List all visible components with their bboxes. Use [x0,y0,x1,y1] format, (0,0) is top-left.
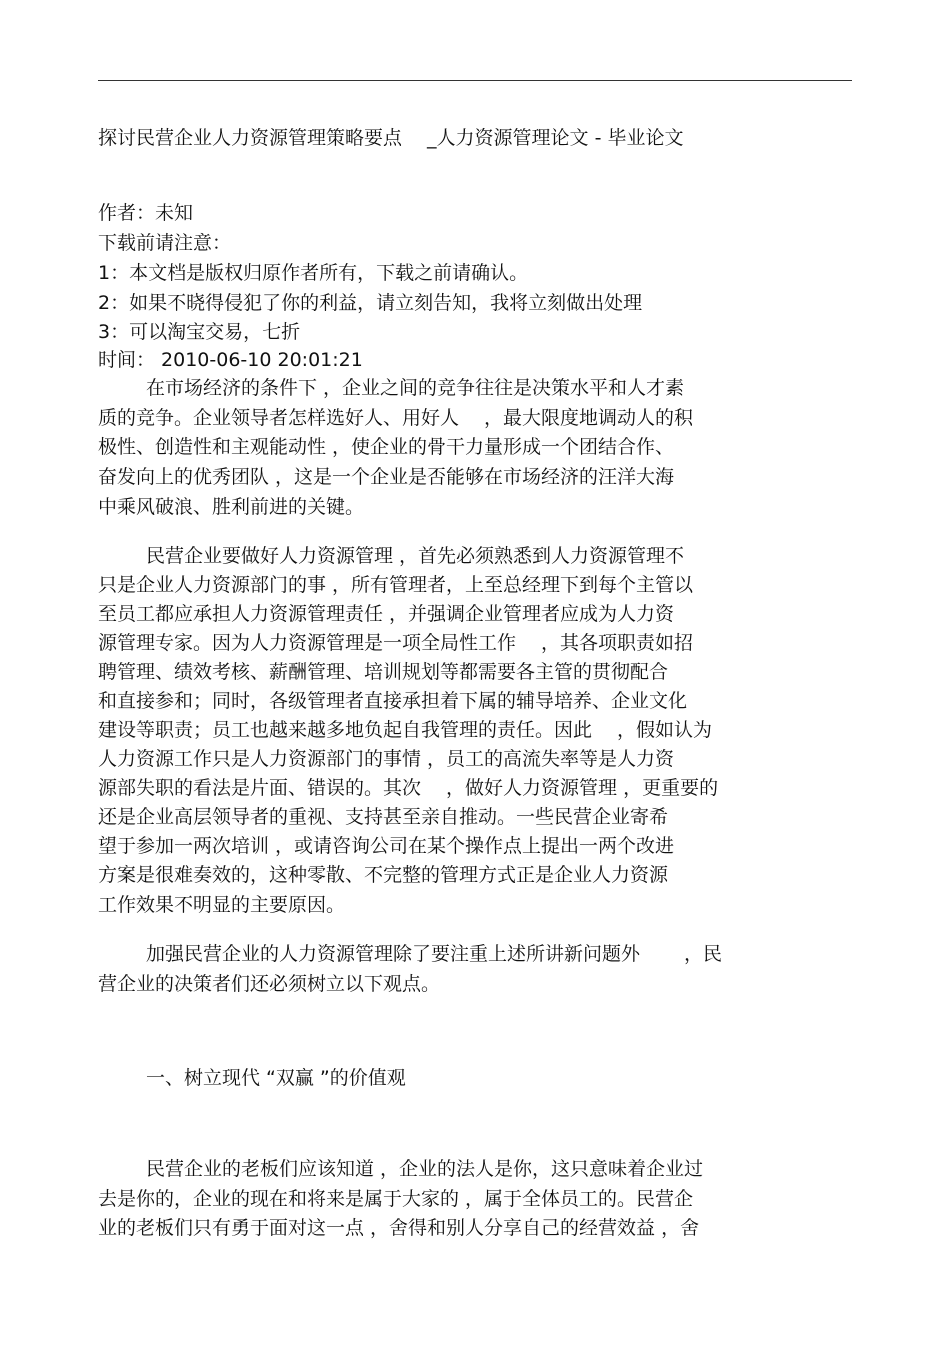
paragraph-line: 聘管理、绩效考核、薪酬管理、培训规划等都需要各主管的贯彻配合 [98,661,669,683]
paragraph-line: 至员工都应承担人力资源管理责任 ，并强调企业管理者应成为人力资 [98,603,675,625]
paragraph-line: 奋发向上的优秀团队 ，这是一个企业是否能够在市场经济的汪洋大海 [98,466,675,488]
paragraph-line: 源部失职的看法是片面、错误的。其次 ，做好人力资源管理 ，更重要的 [98,777,719,799]
paragraph-line: 工作效果不明显的主要原因。 [98,894,346,916]
meta-author: 作者：未知 [98,202,194,224]
paragraph-line: 望于参加一两次培训 ，或请咨询公司在某个操作点上提出一两个改进 [98,835,675,857]
paragraph-line: 只是企业人力资源部门的事 ，所有管理者，上至总经理下到每个主管以 [98,574,694,596]
meta-notice-3: 3：可以淘宝交易，七折 [98,321,301,343]
paragraph-line: 营企业的决策者们还必须树立以下观点。 [98,973,441,995]
paragraph-line: 中乘风破浪、胜利前进的关键。 [98,496,365,518]
paragraph-line: 建设等职责；员工也越来越多地负起自我管理的责任。因此 ，假如认为 [98,719,713,741]
meta-notice-heading: 下载前请注意： [98,232,232,254]
section-heading: 一、树立现代 “双赢 ”的价值观 [146,1067,406,1089]
paragraph-line: 去是你的，企业的现在和将来是属于大家的 ，属于全体员工的。民营企 [98,1188,694,1210]
meta-time: 时间： 2010-06-10 20:01:21 [98,349,363,371]
meta-notice-2: 2：如果不晓得侵犯了你的利益，请立刻告知，我将立刻做出处理 [98,292,643,314]
paragraph-line: 方案是很难奏效的，这种零散、不完整的管理方式正是企业人力资源 [98,864,669,886]
paragraph-line: 还是企业高层领导者的重视、支持甚至亲自推动。一些民营企业寄希 [98,806,669,828]
paragraph-line: 民营企业要做好人力资源管理 ，首先必须熟悉到人力资源管理不 [146,545,685,567]
paragraph-line: 质的竞争。企业领导者怎样选好人、用好人 ，最大限度地调动人的积 [98,407,694,429]
meta-notice-1: 1：本文档是版权归原作者所有，下载之前请确认。 [98,262,529,284]
paragraph-line: 加强民营企业的人力资源管理除了要注重上述所讲新问题外 ，民 [146,943,723,965]
paragraph-line: 源管理专家。因为人力资源管理是一项全局性工作 ，其各项职责如招 [98,632,694,654]
paragraph-line: 极性、创造性和主观能动性 ，使企业的骨干力量形成一个团结合作、 [98,436,675,458]
document-title: 探讨民营企业人力资源管理策略要点 _人力资源管理论文 - 毕业论文 [98,127,684,149]
paragraph-line: 业的老板们只有勇于面对这一点 ，舍得和别人分享自己的经营效益 ，舍 [98,1217,700,1239]
paragraph-line: 人力资源工作只是人力资源部门的事情 ，员工的高流失率等是人力资 [98,748,675,770]
header-rule [98,80,852,81]
paragraph-line: 民营企业的老板们应该知道 ，企业的法人是你，这只意味着企业过 [146,1158,704,1180]
paragraph-line: 和直接参和；同时，各级管理者直接承担着下属的辅导培养、企业文化 [98,690,688,712]
paragraph-line: 在市场经济的条件下 ，企业之间的竞争往往是决策水平和人才素 [146,377,685,399]
